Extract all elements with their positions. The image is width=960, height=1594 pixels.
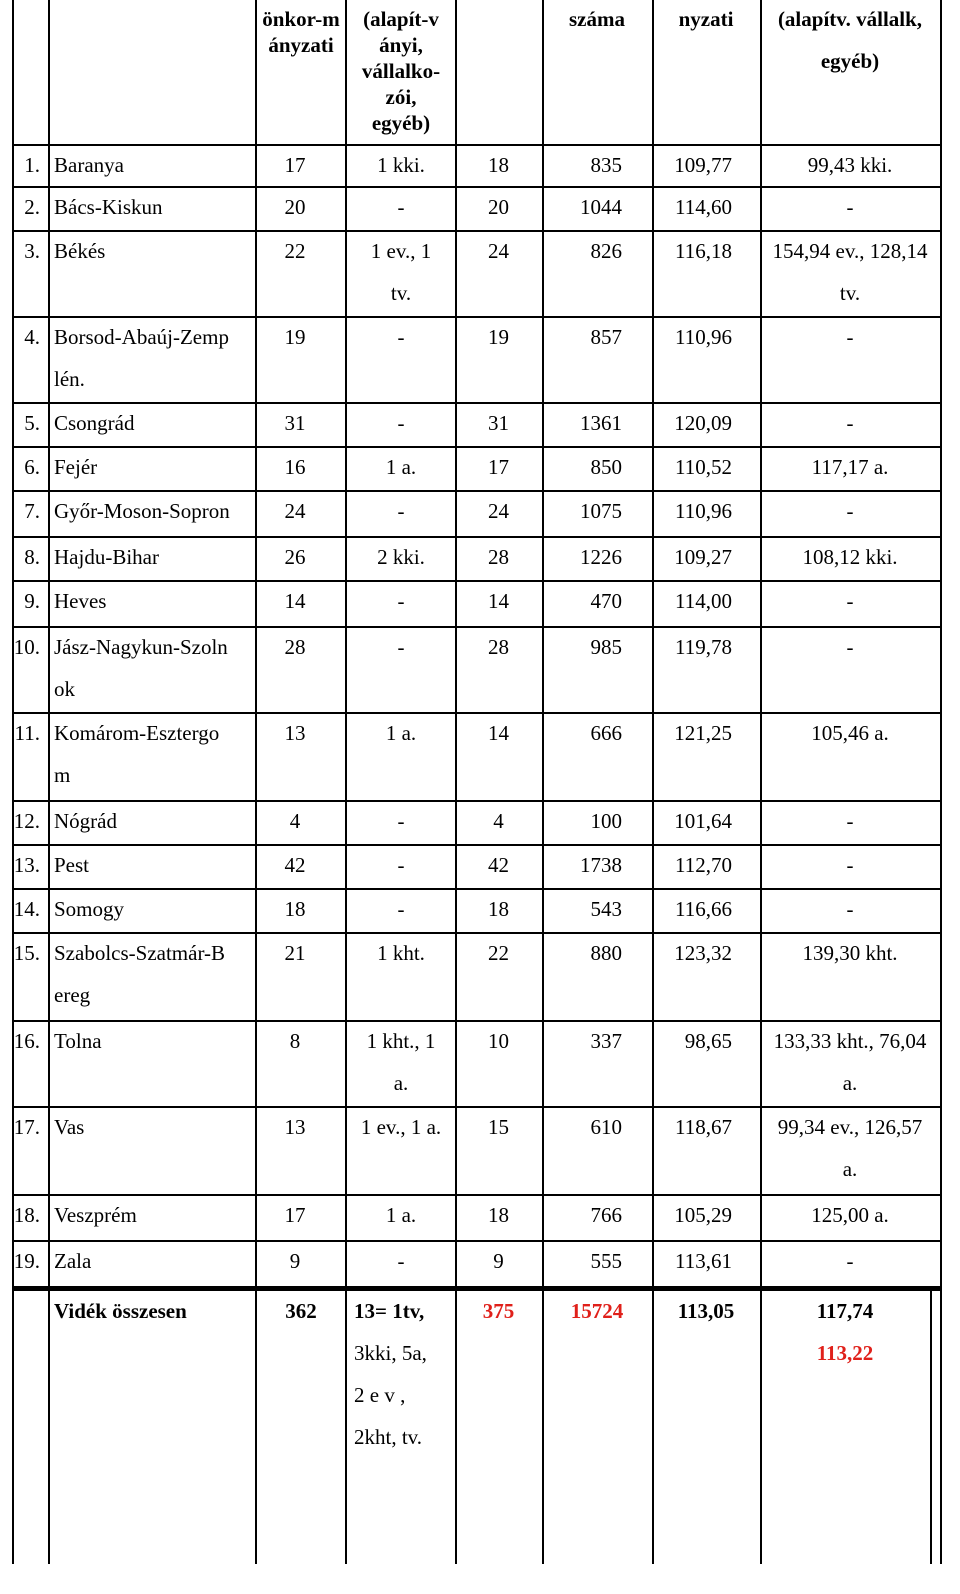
table-cell: - [846, 897, 854, 921]
total-cell: 113,05 [677, 1299, 735, 1323]
table-cell: - [846, 809, 854, 833]
table-cell: 1 ev., 1 a. [360, 1115, 442, 1139]
table-cell: 31 [284, 411, 306, 435]
county-name: Bács-Kiskun [54, 195, 163, 219]
table-cell: - [397, 195, 405, 219]
total-cell: 375 [482, 1299, 515, 1323]
county-name: Tolna [54, 1029, 102, 1053]
table-cell: 1226 [580, 545, 622, 569]
table-cell: 1044 [580, 195, 622, 219]
table-cell: - [397, 499, 405, 523]
county-name: Pest [54, 853, 90, 877]
county-name: Szabolcs-Szatmár-B [54, 941, 226, 965]
county-name: ereg [54, 983, 91, 1007]
table-cell: 109,27 [674, 545, 732, 569]
total-cell: 2kht, tv. [354, 1425, 423, 1449]
table-cell: 14 [488, 721, 509, 745]
total-label: Vidék összesen [54, 1299, 187, 1323]
table-cell: 24 [284, 499, 306, 523]
table-cell: tv. [390, 281, 412, 305]
row-number: 4. [24, 325, 40, 349]
table-cell: 114,60 [675, 195, 732, 219]
county-name: lén. [54, 367, 85, 391]
table-cell: 1 kht. [377, 941, 425, 965]
table-cell: - [846, 499, 854, 523]
table-cell: 21 [284, 941, 306, 965]
table-cell: 4 [493, 809, 504, 833]
table-cell: 826 [590, 239, 622, 263]
table-cell: - [397, 635, 405, 659]
row-number: 16. [13, 1029, 40, 1053]
county-name: Heves [54, 589, 107, 613]
table-cell: 99,43 kki. [807, 153, 893, 177]
total-cell: 117,74 [816, 1299, 874, 1323]
table-cell: 18 [488, 1203, 509, 1227]
table-cell: 1 a. [385, 455, 417, 479]
row-number: 6. [24, 455, 40, 479]
county-name: Zala [54, 1249, 92, 1273]
table-cell: 26 [284, 545, 306, 569]
table-cell: 18 [284, 897, 306, 921]
row-number: 14. [13, 897, 40, 921]
header-cell: vállalko- [361, 59, 441, 83]
table-cell: 110,96 [675, 499, 732, 523]
table-cell: tv. [839, 281, 861, 305]
table-cell: 133,33 kht., 76,04 [773, 1029, 927, 1053]
county-name: Csongrád [54, 411, 135, 435]
table-cell: 42 [488, 853, 509, 877]
county-name: Békés [54, 239, 106, 263]
table-cell: 470 [590, 589, 622, 613]
header-cell: nyzati [678, 7, 734, 31]
county-name: Nógrád [54, 809, 117, 833]
table-cell: 18 [488, 153, 509, 177]
table-cell: 24 [488, 239, 509, 263]
county-name: Somogy [54, 897, 125, 921]
table-cell: 2 kki. [377, 545, 425, 569]
county-name: ok [54, 677, 75, 701]
table-cell: - [846, 635, 854, 659]
table-cell: 120,09 [674, 411, 732, 435]
header-cell: ányzati [268, 33, 334, 57]
table-cell: - [397, 897, 405, 921]
table-cell: 857 [590, 325, 622, 349]
table-cell: 119,78 [675, 635, 732, 659]
table-cell: 19 [488, 325, 509, 349]
header-cell: (alapít-v [363, 7, 439, 31]
table-cell: 4 [289, 809, 301, 833]
row-number: 8. [24, 545, 40, 569]
table-cell: 110,96 [675, 325, 732, 349]
table-cell: a. [842, 1157, 858, 1181]
row-number: 11. [14, 721, 40, 745]
table-cell: 543 [590, 897, 622, 921]
row-number: 12. [13, 809, 40, 833]
header-cell: önkor-m [262, 7, 340, 31]
county-name: Veszprém [54, 1203, 137, 1227]
table-cell: 113,61 [675, 1249, 732, 1273]
table-cell: 28 [488, 635, 509, 659]
table-cell: 112,70 [675, 853, 732, 877]
county-name: Fejér [54, 455, 98, 479]
table-cell: 154,94 ev., 128,14 [772, 239, 928, 263]
table-cell: 121,25 [674, 721, 732, 745]
header-cell: egyéb) [371, 111, 431, 135]
table-column-rule [940, 0, 942, 1564]
table-cell: 9 [493, 1249, 504, 1273]
row-number: 7. [24, 499, 40, 523]
table-cell: 610 [590, 1115, 622, 1139]
county-name: Baranya [54, 153, 124, 177]
table-cell: - [397, 1249, 405, 1273]
table-cell: 105,46 a. [811, 721, 889, 745]
table-cell: 13 [284, 721, 306, 745]
table-cell: 1075 [580, 499, 622, 523]
table-cell: 666 [590, 721, 622, 745]
table-cell: 14 [488, 589, 509, 613]
table-cell: - [397, 809, 405, 833]
table-cell: 17 [284, 1203, 306, 1227]
table-cell: 850 [590, 455, 622, 479]
table-cell: 31 [488, 411, 509, 435]
total-cell: 13= 1tv, [354, 1299, 425, 1323]
table-cell: 880 [590, 941, 622, 965]
table-cell: 42 [284, 853, 306, 877]
table-cell: a. [393, 1071, 409, 1095]
table-cell: 108,12 kki. [802, 545, 898, 569]
header-cell: egyéb) [820, 49, 880, 73]
table-cell: 24 [488, 499, 509, 523]
table-cell: 1 a. [385, 1203, 417, 1227]
table-cell: 1361 [580, 411, 622, 435]
table-cell: 555 [590, 1249, 622, 1273]
table-cell: - [846, 411, 854, 435]
header-cell: (alapítv. vállalk, [777, 7, 923, 31]
table-cell: 985 [590, 635, 622, 659]
table-cell: 1 kki. [377, 153, 425, 177]
table-cell: 10 [488, 1029, 509, 1053]
table-cell: 105,29 [674, 1203, 732, 1227]
county-name: Győr-Moson-Sopron [54, 499, 230, 523]
row-number: 17. [13, 1115, 40, 1139]
table-cell: 14 [284, 589, 306, 613]
table-cell: 116,66 [675, 897, 732, 921]
table-cell: 1 ev., 1 [370, 239, 432, 263]
table-cell: 117,17 a. [811, 455, 889, 479]
total-cell: 3kki, 5a, [354, 1341, 427, 1365]
table-cell: 337 [590, 1029, 622, 1053]
table-cell: a. [842, 1071, 858, 1095]
total-cell: 2 e v , [354, 1383, 406, 1407]
county-name: Komárom-Esztergo [54, 721, 220, 745]
table-cell: 766 [590, 1203, 622, 1227]
county-name: Vas [54, 1115, 85, 1139]
table-cell: 22 [284, 239, 306, 263]
table-cell: 99,34 ev., 126,57 [777, 1115, 923, 1139]
table-column-rule [48, 0, 50, 1564]
county-name: m [54, 763, 71, 787]
table-cell: 18 [488, 897, 509, 921]
table-cell: 109,77 [674, 153, 732, 177]
table-cell: 123,32 [674, 941, 732, 965]
table-cell: 15 [488, 1115, 509, 1139]
county-name: Jász-Nagykun-Szoln [54, 635, 228, 659]
table-cell: 8 [289, 1029, 301, 1053]
table-cell: 139,30 kht. [802, 941, 898, 965]
table-cell: - [846, 589, 854, 613]
table-cell: 22 [488, 941, 509, 965]
table-cell: 835 [590, 153, 622, 177]
row-number: 3. [24, 239, 40, 263]
table-cell: 17 [284, 153, 306, 177]
row-number: 1. [24, 153, 40, 177]
county-name: Borsod-Abaúj-Zemp [54, 325, 229, 349]
table-cell: 16 [284, 455, 306, 479]
table-cell: 1 a. [385, 721, 417, 745]
table-cell: - [397, 589, 405, 613]
table-cell: 9 [289, 1249, 301, 1273]
header-cell: zói, [385, 85, 417, 109]
table-cell: 110,52 [675, 455, 732, 479]
header-cell: száma [569, 7, 625, 31]
table-cell: 28 [284, 635, 306, 659]
row-number: 18. [13, 1203, 40, 1227]
table-column-rule [930, 1286, 932, 1564]
table-cell: 20 [488, 195, 509, 219]
table-cell: 17 [488, 455, 509, 479]
row-number: 5. [24, 411, 40, 435]
table-cell: 118,67 [675, 1115, 732, 1139]
table-cell: 19 [284, 325, 306, 349]
table-cell: 1738 [580, 853, 622, 877]
row-number: 2. [24, 195, 40, 219]
table-cell: 20 [284, 195, 306, 219]
table-cell: - [397, 411, 405, 435]
row-number: 19. [13, 1249, 40, 1273]
row-number: 13. [13, 853, 40, 877]
table-cell: 1 kht., 1 [366, 1029, 436, 1053]
total-cell: 113,22 [816, 1341, 874, 1365]
table-cell: - [846, 853, 854, 877]
table-cell: 101,64 [674, 809, 732, 833]
table-cell: - [846, 325, 854, 349]
table-cell: - [846, 195, 854, 219]
row-number: 10. [13, 635, 40, 659]
table-cell: - [846, 1249, 854, 1273]
table-cell: 116,18 [675, 239, 732, 263]
total-cell: 15724 [570, 1299, 624, 1323]
table-cell: 13 [284, 1115, 306, 1139]
table-cell: 28 [488, 545, 509, 569]
table-cell: 98,65 [684, 1029, 732, 1053]
county-name: Hajdu-Bihar [54, 545, 159, 569]
table-cell: 100 [590, 809, 622, 833]
row-number: 15. [13, 941, 40, 965]
table-cell: - [397, 853, 405, 877]
total-cell: 362 [285, 1299, 317, 1323]
table-cell: 125,00 a. [811, 1203, 889, 1227]
table-cell: 114,00 [675, 589, 732, 613]
row-number: 9. [24, 589, 40, 613]
header-cell: ányi, [379, 33, 423, 57]
table-cell: - [397, 325, 405, 349]
